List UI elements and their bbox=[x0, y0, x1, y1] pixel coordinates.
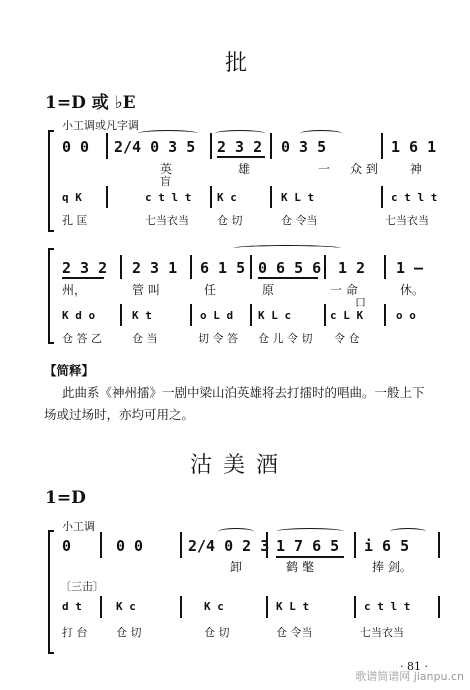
melody-measure: 2 3 2 bbox=[62, 259, 108, 277]
lyric: 盲 bbox=[160, 175, 171, 188]
percussion-syllables: 打 台 bbox=[62, 626, 88, 639]
slur bbox=[276, 528, 344, 535]
melody-measure: 2 3 2 bbox=[217, 138, 263, 156]
melody-measure: 6 1 5 bbox=[200, 259, 246, 277]
melody-measure: 0 0 bbox=[62, 138, 90, 156]
barline bbox=[210, 186, 212, 208]
system-brace bbox=[48, 248, 54, 344]
lyric: 州， bbox=[62, 283, 87, 297]
percussion-syllables: 仓 切 bbox=[116, 626, 142, 639]
barline bbox=[120, 255, 122, 279]
lyric: 原 bbox=[262, 283, 275, 297]
section-title: 沽 美 酒 bbox=[190, 453, 280, 478]
underline bbox=[217, 156, 265, 158]
slur bbox=[300, 130, 342, 137]
lyric: 管 叫 bbox=[132, 283, 160, 297]
percussion-measure: c t l t bbox=[391, 191, 438, 204]
lyric: 英 bbox=[160, 162, 173, 176]
barline bbox=[384, 255, 386, 279]
mode-label: 小工调 bbox=[62, 520, 95, 533]
percussion-label: 〔三击〕 bbox=[60, 580, 104, 593]
barline bbox=[438, 532, 440, 558]
page-number: · 81 · bbox=[400, 660, 428, 673]
percussion-measure: c L K bbox=[330, 309, 364, 322]
melody-measure: 2 3 1 bbox=[132, 259, 178, 277]
percussion-measure: c t l t bbox=[364, 600, 411, 613]
percussion-syllables: 仓 答 乙 bbox=[62, 332, 102, 345]
barline bbox=[270, 133, 272, 159]
slur bbox=[390, 528, 426, 535]
barline bbox=[354, 532, 356, 558]
barline bbox=[190, 304, 192, 326]
melody-measure: 2/4 0 3 5 bbox=[114, 138, 196, 156]
percussion-measure: K L c bbox=[258, 309, 292, 322]
percussion-measure: K d o bbox=[62, 309, 96, 322]
barline bbox=[180, 596, 182, 618]
percussion-syllables: 仓 切 bbox=[217, 214, 243, 227]
lyric: 任 bbox=[204, 283, 217, 297]
barline bbox=[106, 133, 108, 159]
barline bbox=[324, 255, 326, 279]
percussion-measure: K t bbox=[132, 309, 152, 322]
melody-measure: 2/4 0 2 3 bbox=[188, 537, 270, 555]
melody-measure: 1 7 6 5 bbox=[276, 537, 340, 555]
melody-measure: 0 0 bbox=[116, 537, 144, 555]
barline bbox=[106, 186, 108, 208]
percussion-measure: K c bbox=[217, 191, 237, 204]
lyric: 众 到 bbox=[350, 162, 378, 176]
melody-measure: 0 6 5 6 bbox=[258, 259, 322, 277]
system-brace bbox=[48, 130, 54, 232]
percussion-measure: d t bbox=[62, 600, 82, 613]
barline bbox=[250, 255, 252, 279]
barline bbox=[324, 304, 326, 326]
melody-measure: 0 bbox=[62, 537, 72, 555]
barline bbox=[384, 304, 386, 326]
slur bbox=[138, 130, 198, 137]
lyric: 一 bbox=[318, 162, 331, 176]
barline bbox=[100, 596, 102, 618]
barline bbox=[266, 596, 268, 618]
melody-measure: 1 – bbox=[396, 259, 424, 277]
annotation-text: 此曲系《神州擂》一剧中梁山泊英雄将去打擂时的唱曲。一般上下 bbox=[62, 385, 425, 400]
barline bbox=[180, 532, 182, 558]
percussion-syllables: 孔 匡 bbox=[62, 214, 88, 227]
percussion-syllables: 令 仓 bbox=[334, 332, 360, 345]
underline bbox=[62, 277, 104, 279]
section-title: 批 bbox=[225, 51, 250, 76]
percussion-syllables: 仓 儿 令 切 bbox=[258, 332, 313, 345]
barline bbox=[381, 133, 383, 159]
mode-label: 小工调或凡字调 bbox=[62, 119, 139, 132]
percussion-syllables: 仓 切 bbox=[204, 626, 230, 639]
lyric: 口 bbox=[355, 296, 366, 309]
percussion-syllables: 七当衣当 bbox=[385, 214, 429, 227]
barline bbox=[381, 186, 383, 208]
lyric: 捧 剑。 bbox=[372, 560, 412, 574]
barline bbox=[100, 532, 102, 558]
slur bbox=[218, 528, 254, 535]
watermark: 歌谱简谱网 jianpu.cn bbox=[355, 670, 464, 683]
lyric: 雄 bbox=[238, 162, 251, 176]
percussion-syllables: 七当衣当 bbox=[145, 214, 189, 227]
percussion-syllables: 仓 令当 bbox=[276, 626, 313, 639]
barline bbox=[190, 255, 192, 279]
barline bbox=[120, 304, 122, 326]
percussion-syllables: 切 令 答 bbox=[198, 332, 238, 345]
percussion-measure: o L d bbox=[200, 309, 234, 322]
melody-measure: 1 6 1 bbox=[391, 138, 437, 156]
lyric: 休。 bbox=[400, 283, 425, 297]
percussion-syllables: 仓 令当 bbox=[281, 214, 318, 227]
system-brace bbox=[48, 530, 54, 654]
percussion-measure: K L t bbox=[281, 191, 315, 204]
annotation-heading: 【简释】 bbox=[44, 363, 95, 378]
key-signature: 1=D 或 ♭E bbox=[45, 93, 136, 113]
lyric: 神 bbox=[410, 162, 423, 176]
melody-measure: 1 2 bbox=[338, 259, 366, 277]
melody-measure: i 6 5 bbox=[364, 537, 410, 555]
melody-measure: 0 3 5 bbox=[281, 138, 327, 156]
percussion-measure: K c bbox=[204, 600, 224, 613]
percussion-measure: K c bbox=[116, 600, 136, 613]
barline bbox=[210, 133, 212, 159]
underline bbox=[258, 277, 318, 279]
lyric: 鹤 氅 bbox=[286, 560, 314, 574]
barline bbox=[438, 596, 440, 618]
percussion-syllables: 七当衣当 bbox=[360, 626, 404, 639]
lyric: 卸 bbox=[230, 560, 243, 574]
key-signature: 1=D bbox=[45, 488, 86, 508]
percussion-measure: K L t bbox=[276, 600, 310, 613]
lyric: 一 命 bbox=[330, 283, 358, 297]
percussion-measure: c t l t bbox=[145, 191, 192, 204]
annotation-text: 场或过场时，亦均可用之。 bbox=[44, 407, 195, 422]
barline bbox=[270, 186, 272, 208]
slur bbox=[215, 130, 265, 137]
barline bbox=[250, 304, 252, 326]
percussion-syllables: 仓 当 bbox=[132, 332, 158, 345]
percussion-measure: q K bbox=[62, 191, 82, 204]
slur bbox=[232, 245, 342, 252]
barline bbox=[354, 596, 356, 618]
percussion-measure: o o bbox=[396, 309, 416, 322]
